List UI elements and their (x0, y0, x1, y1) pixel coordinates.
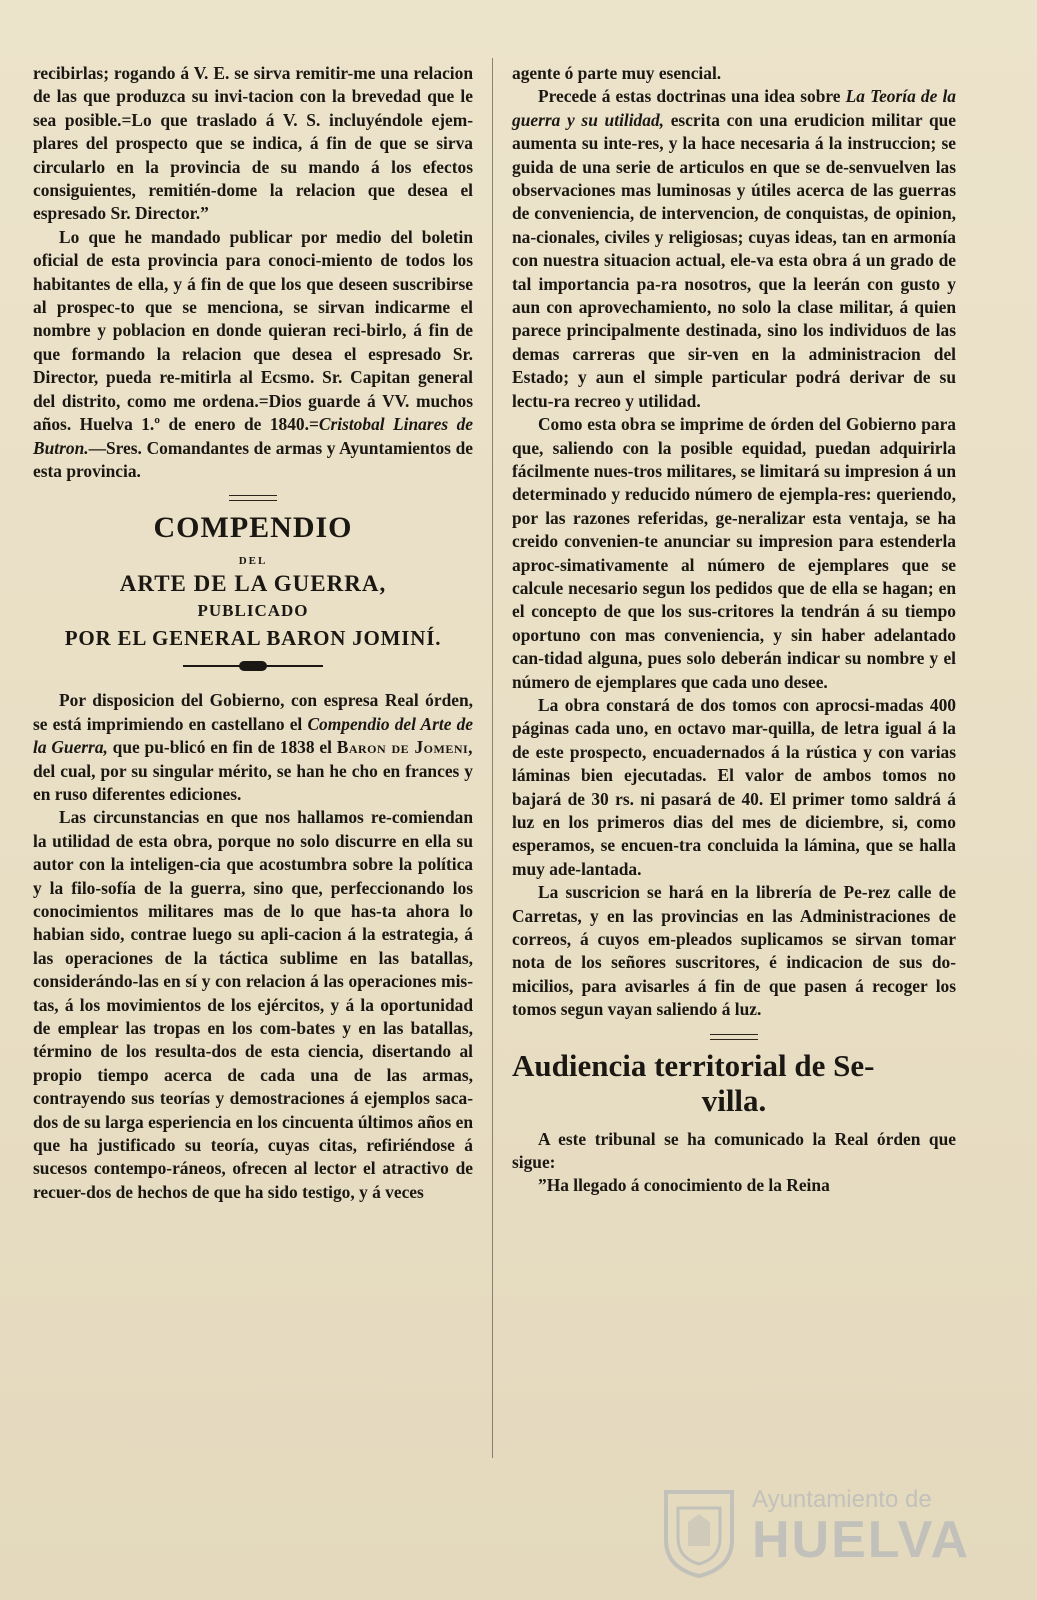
right-paragraph-2-a: Precede á estas doctrinas una idea sobre (538, 86, 846, 107)
right-paragraph-6: A este tribunal se ha comunicado la Real órden que sigue: (512, 1128, 956, 1173)
author-name: Baron de Jomeni, (336, 737, 474, 758)
right-paragraph-1: agente ó parte muy esencial. (512, 63, 722, 83)
article-title-arte: ARTE DE LA GUERRA, (119, 571, 387, 597)
right-paragraph-2 (512, 85, 956, 413)
signature: Cristobal Linares de Butron. (33, 414, 473, 458)
audiencia-heading-cont: villa. (701, 1082, 767, 1118)
shield-icon (660, 1488, 738, 1578)
theory-title: La Teoría de la guerra y su utilidad, (512, 86, 956, 130)
right-paragraph-7: ”Ha llegado á conocimiento de la Reina (538, 1175, 830, 1196)
left-paragraph-4: Las circunstancias en que nos hallamos re-comiendan la utilidad de esta obra, porque no solo discurre en ella su autor con la inteligen-cia que acostumbra sobre la política y la filo-sofía de la guerra, sino que, perfeccionando los conocimientos militares mas de lo que has-ta ahora lo habian sido, contrae luego su apli-cacion á la estrategia, á las operaciones de la táctica sublime en las batallas, considerándo-las en sí y con relacion á las operaciones mis-tas, á los movimientos de los ejércitos, y á la oportunidad de emplear las tropas en los com-bates y en las batallas, término de los resulta-dos de esta ciencia, disertando al propio tiempo acerca de cada una de las armas, contrayendo sus teorías y demostraciones á ejemplos saca-dos de su larga esperiencia en los cincuenta últimos años en que ha justificado su teoría, cuyas citas, refiriéndose á sucesos contempo-ráneos, ofrecen al lector el atractivo de recuer-dos de hechos de que ha sido testigo, y á veces (33, 807, 473, 1202)
right-column (512, 62, 956, 1198)
watermark-line-2: HUELVA (752, 1511, 971, 1569)
article-title-publicado: PUBLICADO (197, 601, 309, 621)
column-divider (492, 58, 493, 1458)
left-paragraph-2-text: Lo que he mandado publicar por medio del boletin oficial de esta provincia para conoci-miento de todos los habitantes de ella, y á fin de que los que deseen suscribirse al prospec-to que se menciona, se sirvan indicarme el nombre y poblacion en donde quieran reci-birlo, á fin de que formando la relacion que desea el espresado Sr. Director, pueda re-mitirla al Ecsmo. Sr. Capitan general del distrito, como me ordena.=Dios guarde á VV. muchos años. Huelva 1.º de enero de 1840.= (33, 226, 473, 435)
left-paragraph-3 (33, 689, 473, 806)
ornament-rule (183, 661, 323, 671)
left-paragraph-3-b: que pu-blicó en fin de 1838 el (107, 737, 337, 758)
article-title-author: POR EL GENERAL BARON JOMINÍ. (64, 626, 442, 651)
left-column (33, 62, 473, 1204)
left-paragraph-3-c: del cual, por su singular mérito, se han he cho en frances y en ruso diferentes ediciones. (33, 760, 473, 804)
right-paragraph-3: Como esta obra se imprime de órden del Gobierno para que, saliendo con la posible equidad, puedan adquirirla fácilmente nues-tros militares, se limitará su impresion á un determinado y reducido número de ejempla-res: queriendo, por las razones referidas, ge-neralizar esta ventaja, se ha creido convenien-te anunciar su impresion para estenderla aproc-simativamente al número de ejemplares que se calcule necesario segun los pedidos que de ella se hagan; en el concepto de que los sus-critores la tendrán á su tiempo oportuno con mas conveniencia, y sin haber adelantado can-tidad alguna, pues solo deberán indicar su nombre y el número de ejemplares que cada uno desee. (512, 414, 956, 692)
right-paragraph-5: La suscricion se hará en la librería de Pe-rez calle de Carretas, y en las provincias en las Administraciones de correos, á cuyos em-pleados suplicamos se sirvan tomar nota de los señores suscritores, é indicacion de sus do-micilios, para avisarles á fin de que pasen á recoger los tomos segun vayan saliendo á luz. (512, 882, 956, 1020)
left-paragraph-1: recibirlas; rogando á V. E. se sirva remitir-me una relacion de las que produzca su invi-tacion con la brevedad que le sea posible.=Lo que traslado á V. S. incluyéndole ejem-plares del prospecto que se indica, á fin de que se sirva circularlo en la provincia de su mando á los efectos consiguientes, remitién-dome la relacion que desea el espresado Sr. Director.” (33, 63, 473, 224)
section-separator (229, 495, 277, 501)
watermark-logo (660, 1480, 990, 1590)
audiencia-heading: Audiencia territorial de Se- (512, 1047, 875, 1083)
work-title: Compendio del Arte de la Guerra, (33, 713, 473, 758)
article-title: COMPENDIO (153, 511, 353, 545)
section-separator-2 (710, 1034, 758, 1040)
right-paragraph-2-b: escrita con una erudicion militar que aumenta su inte-res, y la hace necesaria á la instruccion; se guida de una serie de articulos en que se de-senvuelven las observaciones mas luminosas y útiles acerca de las guerras de conveniencia, de intervencion, de conquistas, de opinion, na-cionales, civiles y religiosas; cuyas ideas, tan en armonía con nuestra situacion actual, ele-va esta obra á un grado de tal importancia pa-ra nosotros, que la leerán con gusto y aun con aprovechamiento, no solo la clase militar, á quien parece principalmente destinada, sino los individuos de las demas carreras que sir-ven en la administracion del Estado; y aun el simple particular podrá derivar de su lectu-ra recreo y utilidad. (512, 109, 957, 411)
left-paragraph-2-end: —Sres. Comandantes de armas y Ayuntamientos de esta provincia. (33, 437, 473, 481)
left-paragraph-3-a: Por disposicion del Gobierno, con espresa Real órden, se está imprimiendo en castellano el (33, 690, 473, 734)
article-title-del: DEL (238, 555, 268, 568)
left-paragraph-2 (33, 226, 473, 483)
watermark-line-1: Ayuntamiento de (752, 1486, 932, 1513)
right-paragraph-4: La obra constará de dos tomos con aprocsi-madas 400 páginas cada uno, en octavo mar-quilla, de letra igual á la de este prospecto, encuadernados á la rústica y con varias láminas bien ejecutadas. El valor de ambos tomos no bajará de 30 rs. ni pasará de 40. El primer tomo saldrá á luz en los primeros dias del mes de diciembre, si, como esperamos, se encuen-tra concluida la lámina, que se halla muy ade-lantada. (512, 694, 956, 879)
